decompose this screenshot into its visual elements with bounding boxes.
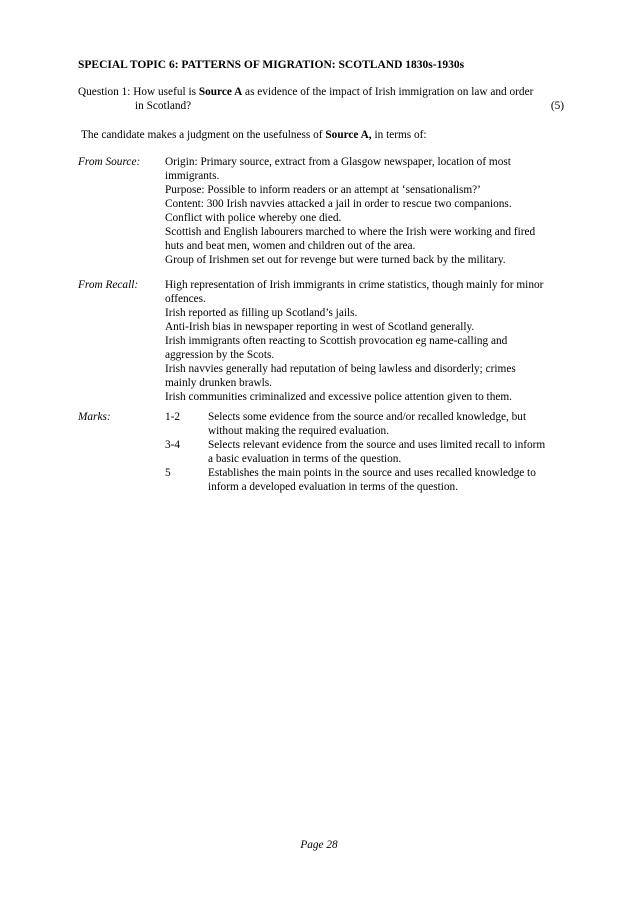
from-source-line: huts and beat men, women and children out of the area. [165, 240, 416, 252]
marks-band-line: without making the required evaluation. [208, 425, 390, 437]
marks-band-line: inform a developed evaluation in terms of the question. [208, 481, 459, 493]
from-recall-line: High representation of Irish immigrants in crime statistics, though mainly for minor [165, 279, 544, 291]
from-source-label: From Source: [78, 156, 141, 168]
marks-band-line: Selects relevant evidence from the source and uses limited recall to inform [208, 439, 546, 451]
intro-suffix: in terms of: [371, 129, 427, 141]
from-recall-line: mainly drunken brawls. [165, 377, 272, 389]
question-line-2 [78, 99, 564, 113]
question-prefix: Question 1: How useful is [78, 86, 199, 98]
from-recall-line: Irish communities criminalized and excessive police attention given to them. [165, 391, 512, 403]
marks-band-range: 5 [165, 467, 171, 479]
from-source-body [165, 155, 568, 267]
marks-section [78, 410, 568, 494]
marks-band-range: 3-4 [165, 439, 181, 451]
marks-band-line: a basic evaluation in terms of the question. [208, 453, 402, 465]
from-source-section [78, 155, 568, 267]
marks-label: Marks: [78, 411, 111, 423]
marks-band [165, 466, 568, 494]
question-marks: (5) [550, 100, 564, 112]
from-recall-line: Anti-Irish bias in newspaper reporting in west of Scotland generally. [165, 321, 475, 333]
intro-text: The candidate makes a judgment on the usefulness of [81, 129, 326, 141]
question-continuation: in Scotland? [135, 100, 192, 112]
from-source-line: Conflict with police whereby one died. [165, 212, 342, 224]
question-line-1 [78, 85, 564, 99]
from-recall-line: Irish reported as filling up Scotland’s jails. [165, 307, 358, 319]
from-recall-line: offences. [165, 293, 206, 305]
marks-band [165, 438, 568, 466]
marks-band [165, 410, 568, 438]
marks-band-range: 1-2 [165, 411, 181, 423]
question-block [78, 85, 564, 113]
from-source-line: Purpose: Possible to inform readers or an attempt at ‘sensationalism?’ [165, 184, 481, 196]
page-number: Page 28 [300, 839, 338, 851]
from-source-line: Content: 300 Irish navvies attacked a jail in order to rescue two companions. [165, 198, 512, 210]
question-text: as evidence of the impact of Irish immigration on law and order [242, 86, 534, 98]
marks-body [165, 410, 568, 494]
marks-band-line: Selects some evidence from the source and/or recalled knowledge, but [208, 411, 527, 423]
page-heading: SPECIAL TOPIC 6: PATTERNS OF MIGRATION: SCOTLAND 1830s-1930s [78, 59, 465, 71]
marks-band-line: Establishes the main points in the source and uses recalled knowledge to [208, 467, 536, 479]
from-recall-label: From Recall: [78, 279, 139, 291]
from-source-line: Origin: Primary source, extract from a Glasgow newspaper, location of most [165, 156, 511, 168]
from-source-line: immigrants. [165, 170, 220, 182]
from-recall-line: Irish navvies generally had reputation of being lawless and disorderly; crimes [165, 363, 516, 375]
from-recall-section [78, 278, 568, 404]
from-source-line: Group of Irishmen set out for revenge but were turned back by the military. [165, 254, 506, 266]
from-recall-line: aggression by the Scots. [165, 349, 275, 361]
from-recall-body [165, 278, 568, 404]
intro-line [81, 128, 427, 142]
from-recall-line: Irish immigrants often reacting to Scottish provocation eg name-calling and [165, 335, 508, 347]
intro-source-ref: Source A, [325, 129, 372, 141]
question-source-ref: Source A [198, 86, 243, 98]
from-source-line: Scottish and English labourers marched to where the Irish were working and fired [165, 226, 536, 238]
